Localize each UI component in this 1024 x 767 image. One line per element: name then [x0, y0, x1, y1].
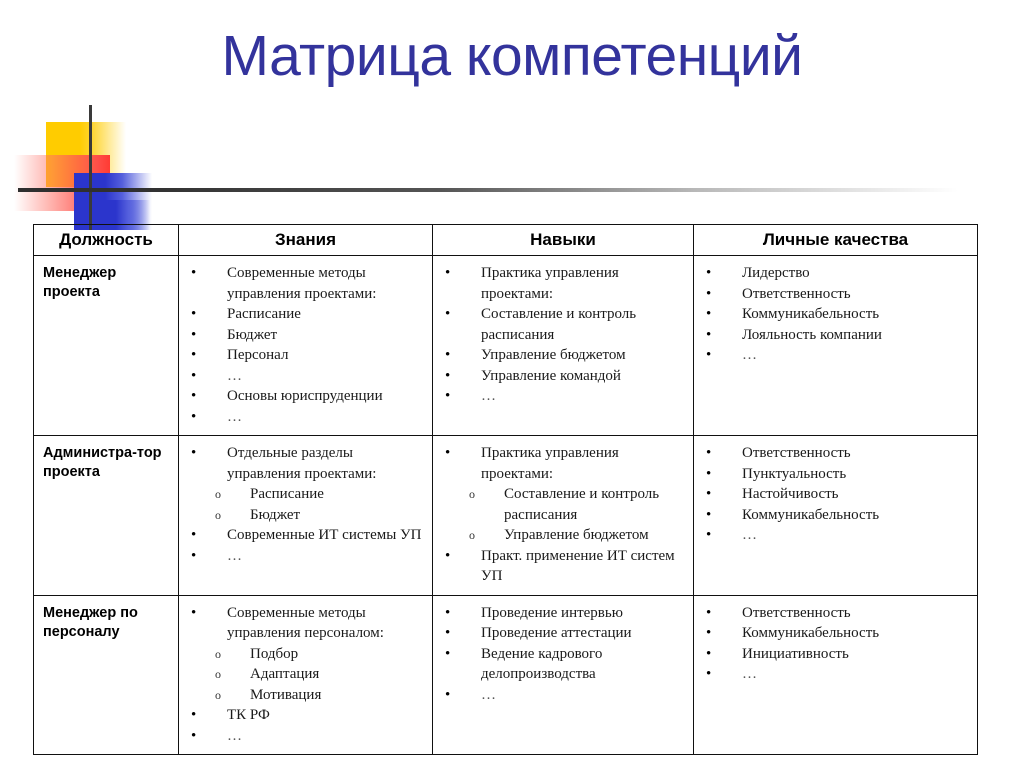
- list-item: [179, 705, 428, 726]
- list-item-label: Составление и контроль расписания: [481, 306, 637, 343]
- list-item: [433, 546, 689, 587]
- bullet-icon: •: [445, 367, 451, 384]
- bullet-icon: •: [191, 326, 197, 343]
- list-item-label: …: [227, 727, 243, 744]
- sub-bullet-icon: o: [215, 646, 221, 661]
- column-header-role: Должность: [34, 225, 179, 256]
- list-item-label: …: [742, 347, 758, 363]
- list-item-label: …: [227, 547, 243, 564]
- list-item-label: ТК РФ: [227, 707, 270, 723]
- list-item: [694, 603, 973, 624]
- role-label: Менеджер по персоналу: [43, 604, 138, 640]
- bullet-icon: •: [445, 306, 451, 322]
- list-item-label: Современные ИТ системы УП: [227, 527, 422, 543]
- bullet-icon: •: [706, 265, 712, 281]
- table-row: [34, 256, 978, 436]
- bullet-icon: •: [706, 285, 712, 302]
- list-item-label: Инициативность: [742, 645, 849, 662]
- list-item-label: Коммуникабельность: [742, 506, 880, 523]
- list-item-label: …: [227, 408, 243, 425]
- list-item: [179, 325, 428, 346]
- list-item-label: Ответственность: [742, 604, 851, 621]
- bullet-icon: •: [191, 445, 197, 461]
- list-item: [694, 484, 973, 505]
- table-row: [34, 595, 978, 755]
- list-item: [433, 263, 689, 304]
- bullet-list: [433, 263, 689, 407]
- bullet-icon: •: [445, 388, 451, 404]
- list-item: [433, 685, 689, 706]
- bullet-icon: •: [191, 367, 197, 384]
- list-item-label: Настойчивость: [742, 486, 839, 502]
- column-header-skills: Навыки: [433, 225, 694, 256]
- bullet-icon: •: [445, 265, 451, 281]
- bullet-icon: •: [706, 506, 712, 523]
- column-header-personal-qualities: Личные качества: [694, 225, 978, 256]
- list-item: [694, 525, 973, 546]
- list-item-label: Практика управления проектами:: [481, 445, 619, 482]
- bullet-icon: •: [191, 727, 197, 744]
- list-item-label: Ответственность: [742, 445, 851, 461]
- bullet-icon: •: [445, 547, 451, 564]
- sub-bullet-icon: o: [215, 487, 221, 501]
- bullet-icon: •: [191, 707, 197, 723]
- decor-vertical-rule: [89, 105, 92, 230]
- decorative-logo-graphic: [0, 105, 320, 225]
- personal-qualities-cell: [694, 595, 978, 755]
- role-label: Администра-тор проекта: [43, 445, 162, 480]
- list-item: [433, 345, 689, 366]
- list-item: [433, 304, 689, 345]
- page-title: Матрица компетенций: [221, 24, 803, 88]
- list-item-label: Современные методы управления проектами:: [227, 265, 377, 302]
- list-item-label: Расписание: [250, 486, 324, 502]
- knowledge-cell: [179, 595, 433, 755]
- list-item: [457, 525, 689, 546]
- list-item: [179, 443, 428, 484]
- list-item-label: Бюджет: [227, 326, 278, 343]
- list-item-label: Бюджет: [250, 506, 301, 523]
- bullet-icon: •: [706, 465, 712, 482]
- sub-bullet-icon: o: [469, 487, 475, 501]
- role-cell: [34, 595, 179, 755]
- list-item: [179, 726, 428, 747]
- list-item-label: Персонал: [227, 347, 289, 363]
- bullet-icon: •: [191, 388, 197, 404]
- list-item: [433, 623, 689, 644]
- bullet-icon: •: [445, 604, 451, 621]
- bullet-icon: •: [191, 306, 197, 322]
- bullet-icon: •: [445, 625, 451, 641]
- list-item-label: Пунктуальность: [742, 465, 847, 482]
- bullet-icon: •: [191, 604, 197, 621]
- bullet-icon: •: [445, 645, 451, 662]
- sub-bullet-list: [457, 484, 689, 546]
- list-item-label: Коммуникабельность: [742, 625, 880, 641]
- list-item-label: Лидерство: [742, 265, 810, 281]
- list-item: [179, 525, 428, 546]
- list-item: [694, 263, 973, 284]
- bullet-list: [179, 263, 428, 427]
- list-item: [694, 304, 973, 325]
- bullet-icon: •: [706, 625, 712, 641]
- decor-horizontal-rule: [18, 188, 958, 192]
- list-item-label: …: [481, 388, 497, 404]
- bullet-list: [694, 263, 973, 366]
- list-item: [179, 345, 428, 366]
- bullet-icon: •: [706, 347, 712, 363]
- list-item-label: …: [227, 367, 243, 384]
- list-item: [179, 407, 428, 428]
- list-item: [179, 386, 428, 407]
- bullet-icon: •: [706, 645, 712, 662]
- list-item-label: …: [481, 686, 497, 703]
- sub-bullet-list: [203, 484, 428, 525]
- list-item-label: Проведение интервью: [481, 604, 623, 621]
- sub-list-wrapper: [433, 484, 689, 546]
- list-item-label: Коммуникабельность: [742, 306, 880, 322]
- bullet-icon: •: [706, 326, 712, 343]
- bullet-icon: •: [191, 265, 197, 281]
- column-header-knowledge: Знания: [179, 225, 433, 256]
- list-item: [694, 505, 973, 526]
- bullet-icon: •: [445, 445, 451, 461]
- list-item: [203, 644, 428, 665]
- sub-bullet-icon: o: [215, 667, 221, 681]
- list-item-label: Управление командой: [481, 367, 621, 384]
- list-item: [694, 664, 973, 685]
- list-item-label: Практ. применение ИТ систем УП: [481, 547, 675, 584]
- knowledge-cell: [179, 436, 433, 596]
- table-body: [34, 256, 978, 755]
- list-item-label: Современные методы управления персоналом:: [227, 604, 384, 641]
- knowledge-cell: [179, 256, 433, 436]
- bullet-icon: •: [445, 347, 451, 363]
- bullet-list: [179, 443, 428, 566]
- list-item: [179, 304, 428, 325]
- list-item: [433, 366, 689, 387]
- table-header-row: [34, 225, 978, 256]
- list-item-label: …: [742, 666, 758, 682]
- bullet-icon: •: [706, 445, 712, 461]
- list-item-label: Составление и контроль расписания: [504, 486, 660, 523]
- list-item: [203, 505, 428, 526]
- list-item-label: Проведение аттестации: [481, 625, 632, 641]
- role-cell: [34, 436, 179, 596]
- sub-list-wrapper: [179, 644, 428, 706]
- list-item: [433, 386, 689, 407]
- skills-cell: [433, 256, 694, 436]
- bullet-list: [433, 603, 689, 706]
- sub-bullet-icon: o: [469, 528, 475, 542]
- bullet-icon: •: [706, 527, 712, 543]
- list-item: [179, 366, 428, 387]
- table-row: [34, 436, 978, 596]
- list-item: [433, 443, 689, 484]
- bullet-list: [179, 603, 428, 747]
- sub-bullet-list: [203, 644, 428, 706]
- bullet-icon: •: [706, 666, 712, 682]
- bullet-list: [694, 443, 973, 546]
- list-item: [694, 623, 973, 644]
- list-item-label: …: [742, 527, 758, 543]
- list-item: [694, 464, 973, 485]
- bullet-list: [694, 603, 973, 685]
- list-item-label: Расписание: [227, 306, 301, 322]
- list-item: [179, 546, 428, 567]
- list-item-label: Ведение кадрового делопроизводства: [481, 645, 603, 682]
- skills-cell: [433, 595, 694, 755]
- bullet-list: [433, 443, 689, 587]
- list-item: [694, 443, 973, 464]
- bullet-icon: •: [191, 347, 197, 363]
- competency-matrix-table: [33, 224, 978, 755]
- bullet-icon: •: [706, 486, 712, 502]
- list-item-label: Мотивация: [250, 686, 322, 703]
- bullet-icon: •: [706, 306, 712, 322]
- list-item-label: Ответственность: [742, 285, 851, 302]
- bullet-icon: •: [191, 408, 197, 425]
- list-item: [694, 644, 973, 665]
- list-item: [203, 685, 428, 706]
- skills-cell: [433, 436, 694, 596]
- list-item-label: Подбор: [250, 645, 299, 662]
- bullet-icon: •: [191, 547, 197, 564]
- role-label: Менеджер проекта: [43, 265, 117, 300]
- list-item: [179, 603, 428, 644]
- sub-list-wrapper: [179, 484, 428, 525]
- personal-qualities-cell: [694, 256, 978, 436]
- list-item-label: Управление бюджетом: [481, 347, 626, 363]
- list-item-label: Отдельные разделы управления проектами:: [227, 445, 377, 482]
- list-item: [694, 325, 973, 346]
- list-item: [457, 484, 689, 525]
- role-cell: [34, 256, 179, 436]
- list-item: [694, 284, 973, 305]
- list-item: [433, 603, 689, 624]
- sub-bullet-icon: o: [215, 507, 221, 522]
- list-item: [203, 484, 428, 505]
- bullet-icon: •: [706, 604, 712, 621]
- list-item: [433, 644, 689, 685]
- bullet-icon: •: [445, 686, 451, 703]
- list-item: [179, 263, 428, 304]
- sub-bullet-icon: o: [215, 687, 221, 702]
- bullet-icon: •: [191, 527, 197, 543]
- list-item-label: Практика управления проектами:: [481, 265, 619, 302]
- list-item-label: Основы юриспруденции: [227, 388, 383, 404]
- list-item-label: Управление бюджетом: [504, 527, 649, 543]
- personal-qualities-cell: [694, 436, 978, 596]
- list-item: [203, 664, 428, 685]
- list-item-label: Адаптация: [250, 666, 320, 682]
- list-item: [694, 345, 973, 366]
- list-item-label: Лояльность компании: [742, 326, 882, 343]
